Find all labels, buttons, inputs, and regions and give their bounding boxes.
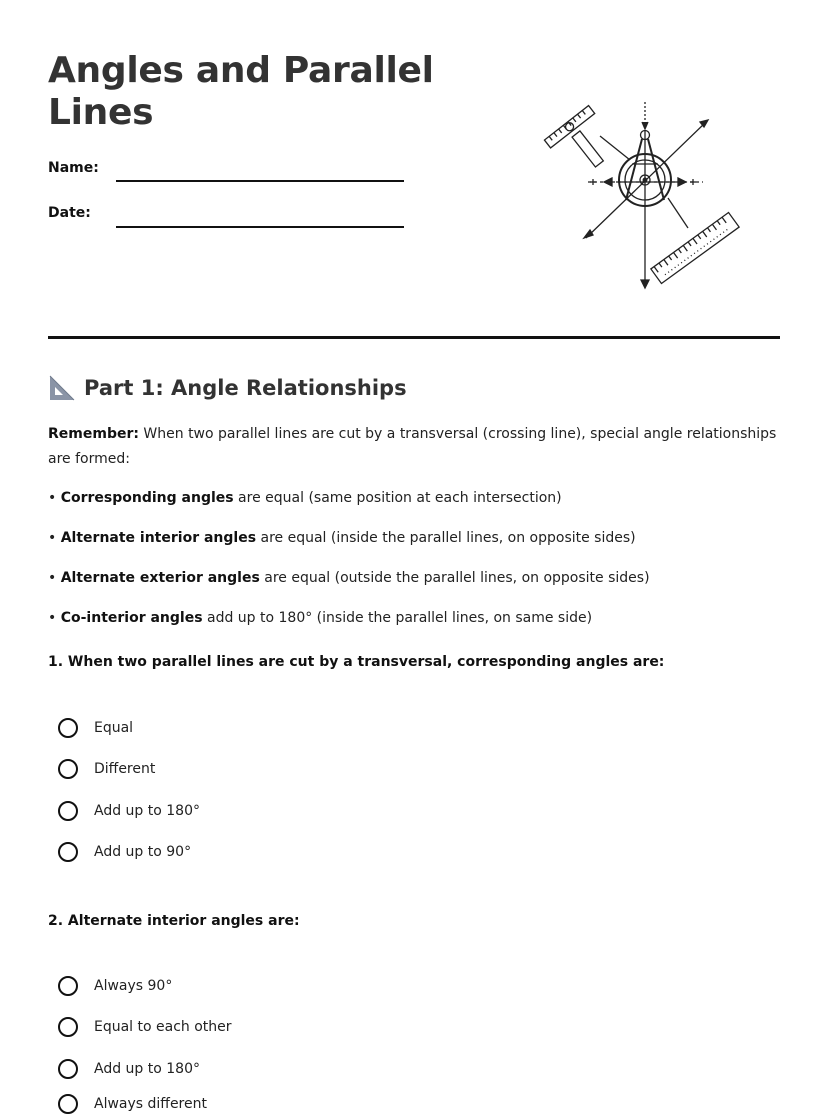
q2-option-different[interactable]: [58, 1091, 207, 1117]
rule-term: Alternate exterior angles: [60, 570, 260, 586]
q2-option-180[interactable]: [58, 1056, 200, 1082]
rule-term: Co-interior angles: [60, 610, 203, 626]
q1-option-equal[interactable]: [58, 715, 133, 741]
radio-button[interactable]: [58, 718, 78, 738]
radio-button[interactable]: [58, 759, 78, 779]
remember-label: Remember:: [48, 426, 139, 442]
date-label: Date:: [48, 205, 91, 221]
radio-button[interactable]: [58, 1094, 78, 1114]
worksheet-title: Angles and Parallel Lines: [48, 50, 434, 133]
radio-button[interactable]: [58, 801, 78, 821]
option-label: Add up to 180°: [94, 803, 200, 819]
rule-item: • Alternate interior angles are equal (inside the parallel lines, on opposite sides): [48, 530, 636, 546]
set-square-icon: [48, 374, 76, 402]
option-label: Equal: [94, 720, 134, 736]
option-label: Add up to 90°: [94, 844, 192, 860]
remember-paragraph: [48, 422, 778, 472]
question-1-prompt: 1. When two parallel lines are cut by a transversal, corresponding angles are:: [48, 654, 665, 670]
option-label: Always 90°: [94, 978, 173, 994]
q1-option-different[interactable]: [58, 756, 155, 782]
q1-option-180[interactable]: [58, 798, 200, 824]
q2-option-90[interactable]: [58, 973, 172, 999]
radio-button[interactable]: [58, 1017, 78, 1037]
option-label: Add up to 180°: [94, 1061, 200, 1077]
question-2-prompt: 2. Alternate interior angles are:: [48, 913, 300, 929]
rule-term: Alternate interior angles: [60, 530, 257, 546]
date-field[interactable]: [116, 226, 404, 228]
rule-item: • Co-interior angles add up to 180° (inside the parallel lines, on same side): [48, 610, 593, 626]
option-label: Equal to each other: [94, 1019, 232, 1035]
radio-button[interactable]: [58, 976, 78, 996]
option-label: Always different: [94, 1096, 207, 1112]
option-label: Different: [94, 761, 156, 777]
q2-option-equal[interactable]: [58, 1014, 232, 1040]
section-title: Part 1: Angle Relationships: [84, 376, 407, 400]
rule-item: • Corresponding angles are equal (same position at each intersection): [48, 490, 562, 506]
section-divider: [48, 336, 780, 339]
rule-text: are equal (same position at each intersection): [233, 490, 562, 506]
remember-text: When two parallel lines are cut by a transversal (crossing line), special angle relationships are formed:: [48, 426, 777, 467]
name-label: Name:: [48, 160, 99, 176]
geometry-tools-icon: [528, 96, 748, 296]
radio-button[interactable]: [58, 842, 78, 862]
rule-text: are equal (inside the parallel lines, on opposite sides): [256, 530, 636, 546]
name-field[interactable]: [116, 180, 404, 182]
rule-item: • Alternate exterior angles are equal (outside the parallel lines, on opposite sides): [48, 570, 650, 586]
rule-text: add up to 180° (inside the parallel lines, on same side): [202, 610, 593, 626]
radio-button[interactable]: [58, 1059, 78, 1079]
section-heading: [48, 374, 407, 402]
rule-term: Corresponding angles: [60, 490, 234, 506]
rule-text: are equal (outside the parallel lines, on opposite sides): [259, 570, 650, 586]
q1-option-90[interactable]: [58, 839, 191, 865]
